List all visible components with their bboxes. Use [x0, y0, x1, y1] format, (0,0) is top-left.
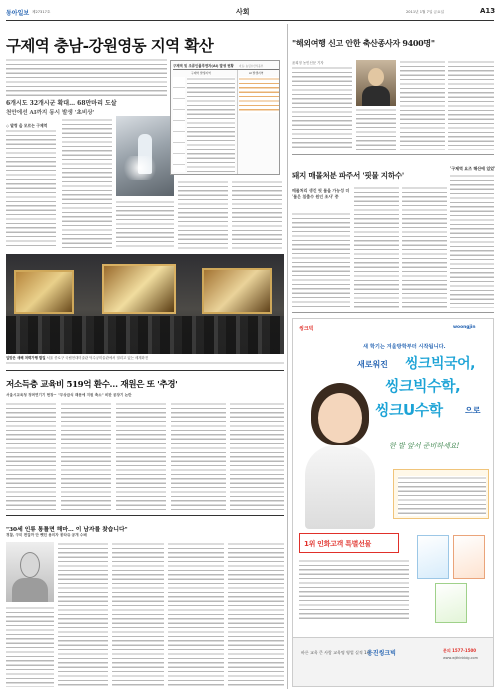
ad-brand-logo — [299, 325, 314, 332]
article2-col-1 — [6, 402, 56, 512]
ad-title-prefix: 새로워진 — [357, 360, 388, 369]
main-headline: 구제역 충남-강원영동 지역 확산 — [6, 36, 214, 55]
article2-col-5 — [230, 402, 284, 512]
table-divider — [237, 70, 238, 174]
section-name: 사회 — [236, 7, 250, 16]
lower-rule — [6, 515, 284, 516]
issue-number: 제27317호 — [32, 9, 51, 14]
article3-subhead: 경찰, 구미 편갈까 단 뺏던 용의자 몽타쥬 공개 수배 — [6, 533, 87, 537]
table-cell-block — [173, 77, 185, 172]
visitor-crowd — [6, 316, 284, 354]
subhead-1: 6개시도 32개시군 확대… 68만마리 도살 — [6, 100, 117, 107]
photo-caption-text: 서울 종로구 국립현대미술관 덕수궁미술관에서 열리고 있는 세계화전 — [46, 356, 149, 360]
ad-title-suffix: 으로 — [465, 406, 481, 415]
photo-caption-bold: 입맞은 새해 저력가행 발길 — [6, 356, 46, 360]
body-col-4 — [178, 180, 228, 249]
ad-woongjin-text: woongjin — [453, 325, 476, 330]
article2-headline: 저소득층 교육비 519억 환수… 재원은 또 '추경' — [6, 380, 178, 390]
column1-text-4 — [356, 108, 396, 150]
ad-book-1 — [417, 535, 449, 579]
ad-title-line2: 씽크빅수학, — [385, 377, 461, 395]
columnist-body-icon — [362, 86, 390, 106]
column2-text-2 — [354, 186, 399, 308]
column2-text-1 — [292, 212, 350, 308]
column3-headline: '구제역 요즈 해산에 있었' — [450, 166, 496, 171]
column1-text-1 — [292, 66, 352, 150]
columnist-head-icon — [368, 68, 384, 86]
body-col-5 — [232, 180, 282, 249]
right-rule-2 — [292, 312, 494, 313]
column1-text-2 — [400, 60, 445, 150]
newspaper-logo: 동아일보 — [6, 10, 30, 17]
column3-text — [450, 174, 494, 308]
right-rule-1 — [292, 154, 494, 155]
body-col-1 — [6, 129, 56, 249]
body-col-3 — [116, 200, 174, 249]
header-rule — [6, 20, 494, 21]
article2-col-2 — [61, 402, 111, 512]
table-col2-header: AI 발생지역 — [249, 71, 264, 75]
spray-mist-icon — [120, 156, 160, 180]
ad-title-line3: 씽크U수학 — [375, 401, 443, 419]
ad-brand-logo-text: 씽크빅 — [299, 326, 314, 332]
ad-book-2 — [453, 535, 485, 579]
article3-col-3 — [112, 542, 164, 687]
ad-footer-text: 바른 교육 큰 사람 교육명 영업 실적 1위 — [301, 650, 371, 655]
column2-headline: 돼지 매몰처분 파주서 '핏물 지하수' — [292, 171, 404, 180]
ad-badge-text: 1위 인화고객 특별선물 — [304, 540, 372, 548]
page-number: A13 — [480, 7, 496, 15]
exhibit-photo — [6, 254, 284, 354]
section-heading: ◇ 말썽 을 모르는 구제역 — [6, 123, 48, 128]
article3-col-4 — [168, 542, 224, 687]
ad-contact: 문의 1577-1500 — [443, 648, 477, 653]
sketch-shoulders-icon — [12, 578, 48, 602]
ad-product-lines — [398, 476, 486, 516]
article2-col-3 — [116, 402, 166, 512]
ad-script: 한 발 앞서 준비하세요! — [389, 442, 460, 450]
quarantine-photo — [116, 116, 174, 196]
photo-caption — [6, 356, 284, 360]
ad-footer-brand: 웅진씽크빅 — [367, 650, 396, 657]
article3-col-1 — [58, 542, 108, 687]
column1-byline: 윤희정 농민신문 기자 — [292, 61, 324, 65]
lead-text — [6, 58, 167, 96]
ad-gift-badge — [299, 533, 399, 553]
sketch-face-icon — [20, 552, 40, 578]
ad-title-line1: 씽크빅국어, — [405, 356, 475, 372]
table-source: 자료: 농림수산식품부 — [239, 64, 264, 68]
table-cell-lines-2 — [239, 77, 279, 113]
article2-col-4 — [171, 402, 226, 512]
painting-frame-2 — [102, 264, 176, 314]
page-header — [6, 6, 494, 18]
table-col1-header: 구제역 발생지역 — [191, 71, 211, 75]
body-col-2 — [62, 118, 112, 249]
outbreak-table — [170, 60, 280, 175]
article3-col-2 — [6, 606, 54, 687]
column2-subhead: 매몰처리 생긴 핏 물을 가능성 더 '물은 침출수 원인 조사' 중 — [292, 188, 350, 199]
painting-frame-3 — [202, 268, 272, 314]
column1-headline: "해외여행 신고 안한 축산종사자 9400명" — [292, 38, 435, 48]
article2-subhead: 서울시교육청 정려연기기 헌장~ "무상급식 때문에 지원 축소" 비판 공장기 논란 — [6, 393, 132, 397]
article3-headline: "30세 인류 통틀면 해마… 이 남자를 찾습니다" — [6, 527, 128, 533]
ad-child-figure — [305, 379, 375, 529]
ad-url[interactable]: www.wjthinkbig.com — [443, 656, 478, 660]
painting-frame-1 — [14, 270, 74, 314]
ad-book-3 — [435, 583, 467, 623]
table-title: 구제역 및 조류인플루엔자(AI) 발생 현황 — [173, 64, 234, 68]
caption-lines — [6, 361, 284, 367]
ad-footer — [293, 637, 494, 687]
table-cell-lines-1 — [187, 77, 235, 172]
ad-product-info — [393, 469, 489, 519]
subhead-2: 천안에선 AI까지 동시 발생 '초비상' — [6, 110, 95, 116]
mid-rule — [6, 370, 284, 371]
suspect-sketch — [6, 542, 54, 602]
ad-fine-print — [299, 559, 409, 619]
issue-date: 2011년 1월 7일 금요일 — [406, 9, 444, 14]
ad-tagline: 새 학기는 겨울방학부터 시작됩니다. — [363, 344, 446, 350]
columnist-photo — [356, 60, 396, 106]
thinkbig-ad[interactable] — [292, 318, 494, 687]
article3-col-5 — [228, 542, 284, 687]
right-divider — [287, 24, 288, 689]
child-face-icon — [318, 393, 362, 443]
child-body-icon — [305, 445, 375, 529]
column1-text-3 — [448, 60, 494, 150]
ad-woongjin-logo — [453, 325, 476, 330]
column2-text-3 — [402, 186, 447, 308]
table-header-rule — [173, 69, 279, 70]
